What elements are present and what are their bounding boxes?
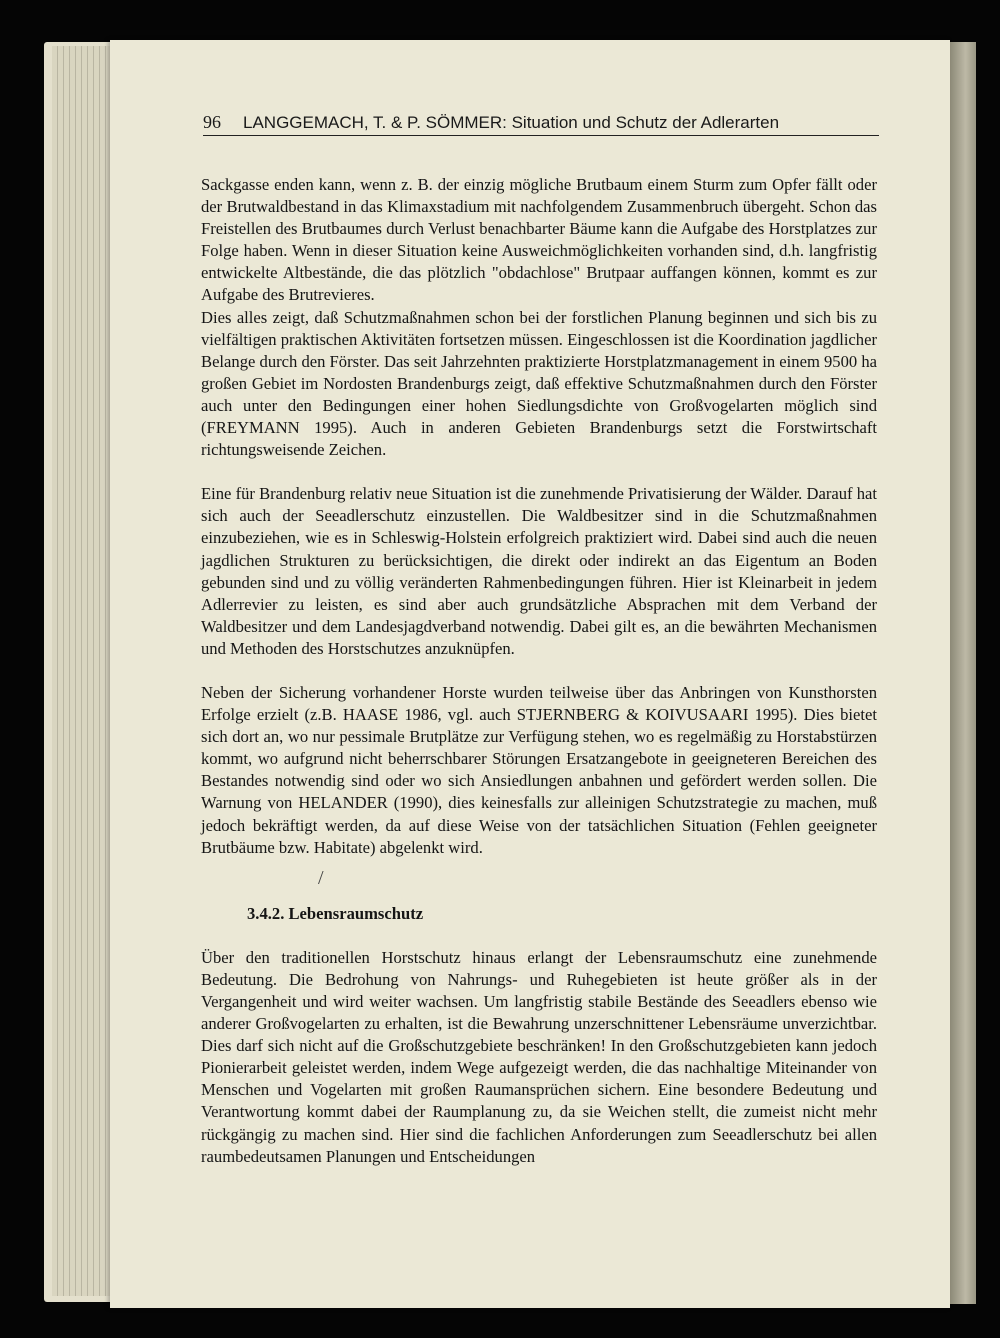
- paragraph-1: Sackgasse enden kann, wenn z. B. der einzig mögliche Brutbaum einem Sturm zum Opfer fällt oder der Brutwaldbestand in das Klimaxstadium mit nachfolgendem Zusammenbruch übergeht. Schon das Freistellen des Brutbaumes durch Verlust benachbarter Bäume kann die Aufgabe des Horstplatzes zur Folge haben. Wenn in dieser Situation keine Ausweichmöglichkeiten vorhanden sind, d.h. langfristig entwickelte Altbestände, die das plötzlich "obdachlose" Brutpaar auffangen können, kommt es zur Aufgabe des Brutrevieres.: [201, 175, 877, 305]
- pencil-mark: /: [318, 867, 324, 889]
- section-heading: 3.4.2. Lebensraumschutz: [247, 903, 424, 923]
- body-text: [201, 174, 877, 1168]
- paragraph-4: Neben der Sicherung vorhandener Horste wurden teilweise über das Anbringen von Kunsthorsten Erfolge erzielt (z.B. HAASE 1986, vgl. auch STJERNBERG & KOIVUSAARI 1995). Dies bietet sich dort an, wo nur pessimale Brutplätze zur Verfügung stehen, wo es regelmäßig zu Horstabstürzen kommt, wo aufgrund nicht beherrschbarer Störungen Ersatzangebote in geeigneteren Bereichen des Bestandes notwendig sind oder wo sich Ansiedlungen anbahnen und gefördert werden sollen. Die Warnung von HELANDER (1990), dies keinesfalls zur alleinigen Schutzstrategie zu machen, muß jedoch bekräftigt werden, da auf diese Weise von der tatsächlichen Situation (Fehlen geeigneter Brutbäume bzw. Habitate) abgelenkt wird.: [201, 682, 877, 857]
- facing-page-edge: [950, 42, 976, 1304]
- paragraph-2: Dies alles zeigt, daß Schutzmaßnahmen schon bei der forstlichen Planung beginnen und sich bis zu vielfältigen praktischen Aktivitäten fortsetzen müssen. Eingeschlossen ist die Koordination jagdlicher Belange durch den Förster. Das seit Jahrzehnten praktizierte Horstplatzmanagement in einem 9500 ha großen Gebiet im Nordosten Brandenburgs zeigt, daß effektive Schutzmaßnahmen durch den Förster auch unter den Bedingungen einer hohen Siedlungsdichte von Großvogelarten möglich sind (FREYMANN 1995). Auch in anderen Gebieten Brandenburgs setzt die Forstwirtschaft richtungsweisende Zeichen.: [201, 307, 877, 460]
- running-header: [203, 112, 879, 136]
- section-paragraph: Über den traditionellen Horstschutz hinaus erlangt der Lebensraumschutz eine zunehmende Bedeutung. Die Bedrohung von Nahrungs- und Ruhegebieten ist heute größer als in der Vergangenheit und wird weiter wachsen. Um langfristig stabile Bestände des Seeadlers ebenso wie anderer Großvogelarten zu erhalten, ist die Bewahrung unzerschnittener Lebensräume unverzichtbar. Dies darf sich nicht auf die Großschutzgebiete beschränken! In den Großschutzgebieten kann jedoch Pionierarbeit geleistet werden, indem Wege aufgezeigt werden, die das nachhaltige Miteinander von Menschen und Vogelarten mit großen Raumansprüchen sichern. Eine besondere Bedeutung und Verantwortung kommt dabei der Raumplanung zu, da sie Weichen stellt, die zumeist nicht mehr rückgängig zu machen sind. Hier sind die fachlichen Anforderungen zum Seeadlerschutz bei allen raumbedeutsamen Planungen und Entscheidungen: [201, 947, 877, 1166]
- page-number: 96: [203, 112, 221, 132]
- running-title: LANGGEMACH, T. & P. SÖMMER: Situation und Schutz der Adlerarten: [243, 113, 780, 132]
- paragraph-3: Eine für Brandenburg relativ neue Situation ist die zunehmende Privatisierung der Wälder. Darauf hat sich auch der Seeadlerschutz einzustellen. Die Waldbesitzer sind in die Schutzmaßnahmen einzubeziehen, wie es in Schleswig-Holstein erfolgreich praktiziert wird. Dabei sind auch die neuen jagdlichen Strukturen zu berücksichtigen, die direkt oder indirekt an das Eigentum an Boden gebunden sind und zu völlig veränderten Rahmenbedingungen führen. Hier ist Kleinarbeit in jedem Adlerrevier zu leisten, es sind aber auch grundsätzliche Absprachen mit dem Verband der Waldbesitzer und dem Landesjagdverband notwendig. Dabei gilt es, an die bewährten Mechanismen und Methoden des Horstschutzes anzuknüpfen.: [201, 484, 877, 658]
